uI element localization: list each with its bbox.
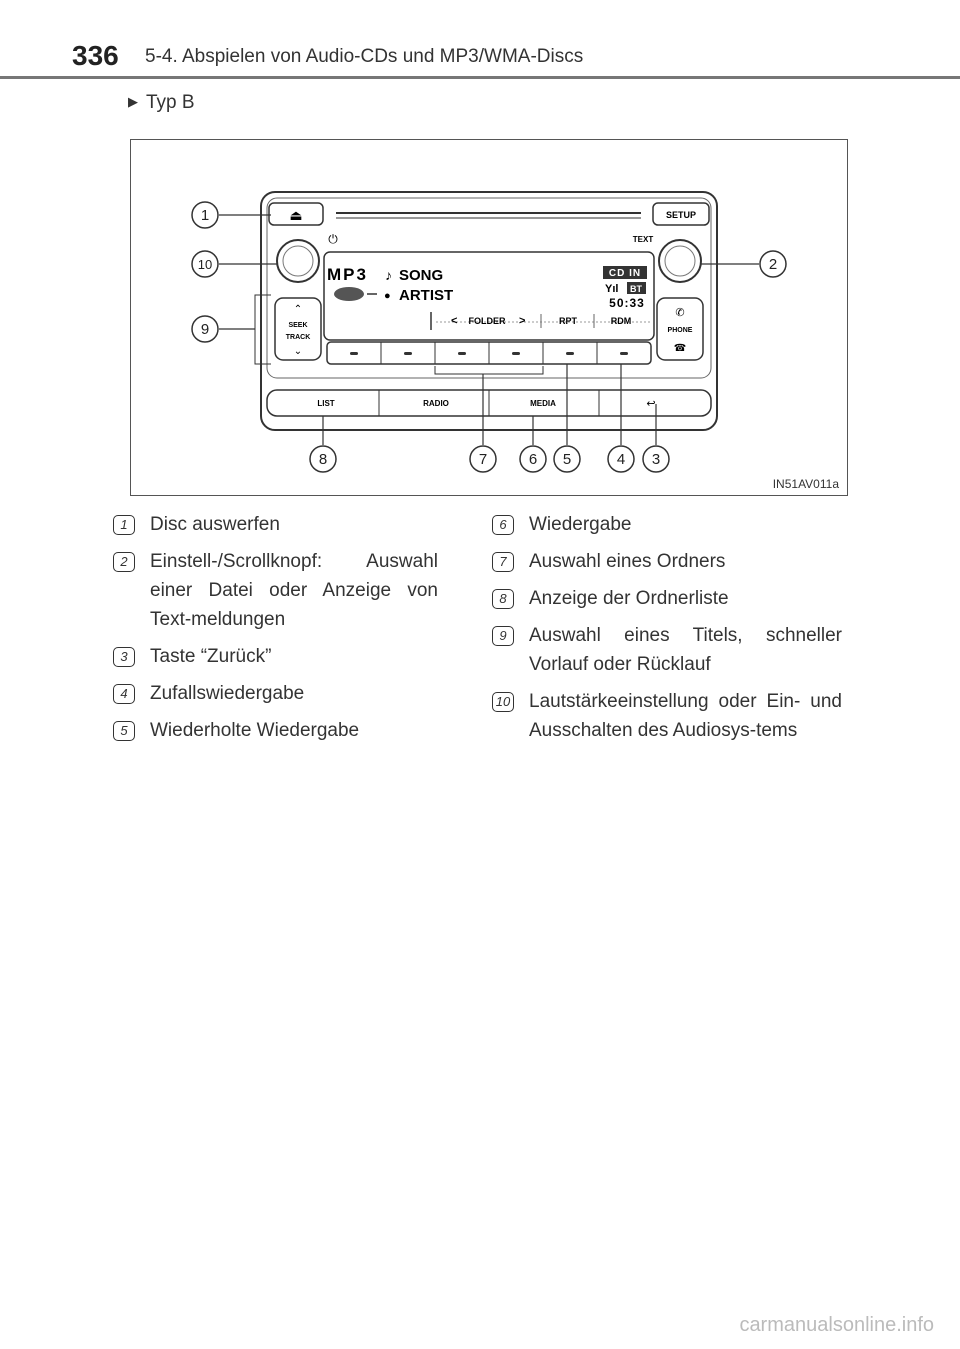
callout-3-label: 3 [651,451,661,468]
song-label: SONG [399,267,444,284]
phone-call-icon: ✆ [675,307,685,319]
legend-number: 4 [113,684,135,704]
legend-item [113,547,438,634]
phone-hangup-icon: ☎ [673,343,687,354]
legend-number: 3 [113,647,135,667]
figure-code: IN51AV011a [772,477,839,491]
triangle-icon: ▶ [128,94,138,109]
callout-7-label: 7 [478,451,488,468]
legend-right [492,510,842,753]
callout-4-label: 4 [616,451,626,468]
artist-label: ARTIST [399,287,454,304]
legend-text: Zufallswiedergabe [150,683,305,704]
legend-number: 5 [113,721,135,741]
note-icon: ♪ [385,267,392,283]
legend-text: Einstell-/Scrollknopf: Auswahl einer Datei oder Anzeige von Text-meldungen [150,551,438,630]
rdm-label: RDM [610,316,632,326]
callout-9-label: 9 [200,321,210,338]
eject-icon: ⏏ [289,207,303,223]
legend-item [113,642,438,671]
setup-label: SETUP [665,210,697,220]
header-rule [0,76,960,79]
folder-next-icon: > [519,315,526,327]
callout-2-label: 2 [768,256,778,273]
variant-label: Typ B [146,92,195,113]
legend-text: Auswahl eines Ordners [529,551,726,572]
disc-icon [334,287,364,301]
down-icon: ⌄ [293,346,303,357]
legend-item [492,584,842,613]
legend-item [113,510,438,539]
media-button[interactable]: MEDIA [530,399,556,408]
legend-left [113,510,438,753]
callout-10-label: 10 [197,257,213,272]
callout-8-label: 8 [318,451,328,468]
rpt-label: RPT [559,316,577,326]
legend-number: 2 [113,552,135,572]
legend-text: Disc auswerfen [150,514,280,535]
legend-text: Auswahl eines Titels, schneller Vorlauf oder Rücklauf [529,625,842,675]
legend-text: Taste “Zurück” [150,646,272,667]
power-icon: ⏻ [328,232,338,246]
legend-item [492,510,842,539]
folder-prev-icon: < [451,315,458,327]
text-label: TEXT [632,235,654,244]
legend-number: 8 [492,589,514,609]
legend-number: 6 [492,515,514,535]
callout-5-label: 5 [562,451,572,468]
legend-text: Wiedergabe [529,514,632,535]
legend-number: 10 [492,692,514,712]
legend-number: 1 [113,515,135,535]
up-icon: ⌃ [293,304,303,315]
legend-text: Lautstärkeeinstellung oder Ein- und Ausschalten des Audiosys-tems [529,691,842,741]
seek-label: SEEK [288,322,308,329]
audio-figure [130,139,848,496]
display [324,252,654,340]
legend-item [492,547,842,576]
back-button-icon[interactable]: ↩ [646,398,656,410]
person-icon: ● [384,290,391,302]
page-number: 336 [72,40,119,71]
folder-label: FOLDER [468,316,506,326]
variant-heading [128,92,195,114]
audio-unit-diagram [131,140,847,495]
legend-text: Wiederholte Wiedergabe [150,720,360,741]
mp3-label: MP3 [327,265,368,284]
cd-in-label: CD IN [608,268,642,279]
section-title: 5-4. Abspielen von Audio-CDs und MP3/WMA-Discs [145,46,584,67]
callout-1-label: 1 [200,207,210,224]
legend-item [113,716,438,745]
legend-number: 7 [492,552,514,572]
phone-label: PHONE [667,327,693,334]
legend-text: Anzeige der Ordnerliste [529,588,729,609]
time-label: 50:33 [609,296,645,310]
legend-item [492,687,842,745]
signal-icon: Yıl [605,283,619,295]
list-button[interactable]: LIST [317,399,335,408]
legend-item [113,679,438,708]
legend-number: 9 [492,626,514,646]
watermark: carmanualsonline.info [739,1314,934,1336]
callout-6-label: 6 [528,451,538,468]
bt-label: BT [630,284,642,294]
legend-item [492,621,842,679]
radio-button[interactable]: RADIO [423,399,449,408]
track-label: TRACK [285,334,311,341]
